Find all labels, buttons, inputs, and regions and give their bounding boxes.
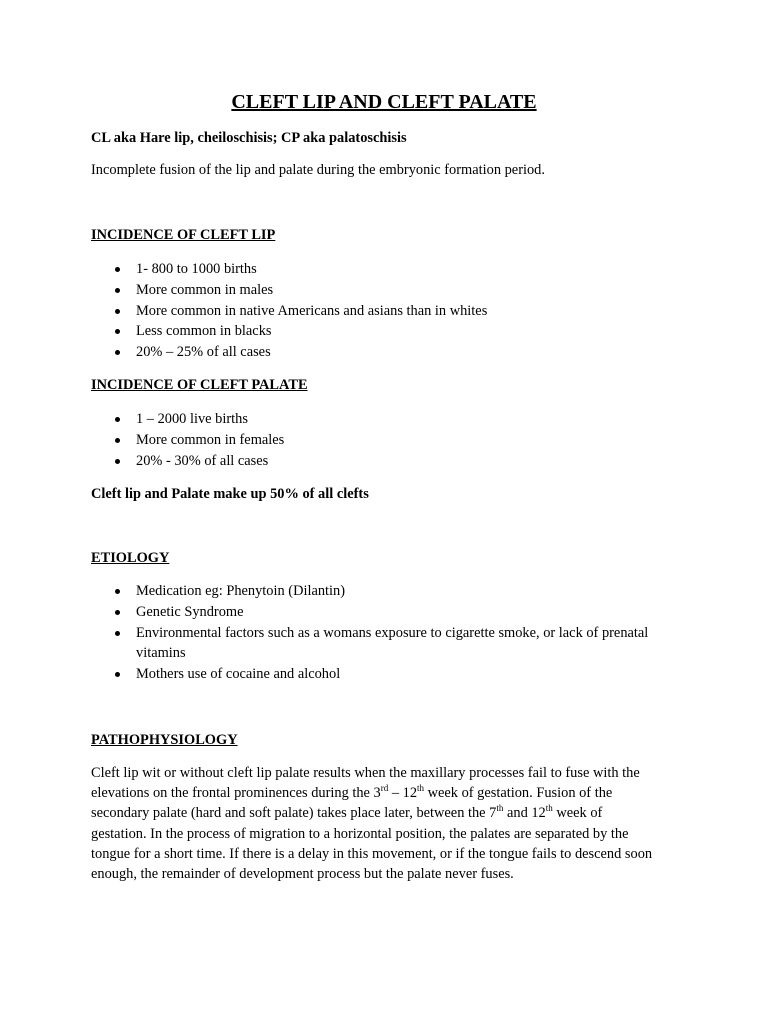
- bullet-icon: [115, 267, 120, 272]
- bullet-icon: [115, 459, 120, 464]
- bullet-icon: [115, 631, 120, 636]
- bullet-icon: [115, 309, 120, 314]
- list-item: 20% - 30% of all cases: [91, 451, 691, 472]
- bullet-icon: [115, 417, 120, 422]
- bullet-icon: [115, 610, 120, 615]
- bullet-icon: [115, 589, 120, 594]
- list-item: Medication eg: Phenytoin (Dilantin): [91, 581, 691, 602]
- list-item: Less common in blacks: [91, 321, 691, 342]
- list-item: More common in females: [91, 430, 691, 451]
- document-subtitle: CL aka Hare lip, cheiloschisis; CP aka palatoschisis: [91, 130, 407, 146]
- clefts-summary: Cleft lip and Palate make up 50% of all clefts: [91, 486, 369, 502]
- paragraph-line: elevations on the frontal prominences during the 3rd – 12th week of gestation. Fusion of the: [91, 783, 613, 802]
- heading-pathophysiology: PATHOPHYSIOLOGY: [91, 732, 238, 748]
- pathophysiology-paragraph: [91, 763, 691, 884]
- intro-paragraph: Incomplete fusion of the lip and palate during the embryonic formation period.: [91, 162, 545, 178]
- list-item: 20% – 25% of all cases: [91, 342, 691, 363]
- paragraph-line: tongue for a short time. If there is a delay in this movement, or if the tongue fails to descend soon: [91, 845, 653, 862]
- heading-incidence-cleft-lip: INCIDENCE OF CLEFT LIP: [91, 227, 276, 243]
- page-title: CLEFT LIP AND CLEFT PALATE: [231, 91, 537, 113]
- paragraph-line: Cleft lip wit or without cleft lip palate results when the maxillary processes fail to fuse with the: [91, 765, 640, 781]
- etiology-list: [91, 581, 691, 685]
- list-item: Environmental factors such as a womans exposure to cigarette smoke, or lack of prenatal vitamins: [91, 623, 666, 665]
- list-item: More common in native Americans and asians than in whites: [91, 301, 691, 322]
- paragraph-line: enough, the remainder of development process but the palate never fuses.: [91, 866, 514, 883]
- list-item: More common in males: [91, 280, 691, 301]
- bullet-icon: [115, 438, 120, 443]
- bullet-icon: [115, 672, 120, 677]
- list-item: 1- 800 to 1000 births: [91, 259, 691, 280]
- list-item: Genetic Syndrome: [91, 602, 691, 623]
- bullet-icon: [115, 350, 120, 355]
- paragraph-line: gestation. In the process of migration to a horizontal position, the palates are separated by the: [91, 825, 629, 842]
- list-item: Mothers use of cocaine and alcohol: [91, 664, 691, 685]
- bullet-icon: [115, 329, 120, 334]
- heading-incidence-cleft-palate: INCIDENCE OF CLEFT PALATE: [91, 377, 308, 393]
- cleft-palate-list: [91, 409, 691, 471]
- cleft-lip-list: [91, 259, 691, 363]
- paragraph-line: secondary palate (hard and soft palate) takes place later, between the 7th and 12th week of: [91, 803, 603, 822]
- bullet-icon: [115, 288, 120, 293]
- heading-etiology: ETIOLOGY: [91, 550, 170, 566]
- list-item: 1 – 2000 live births: [91, 409, 691, 430]
